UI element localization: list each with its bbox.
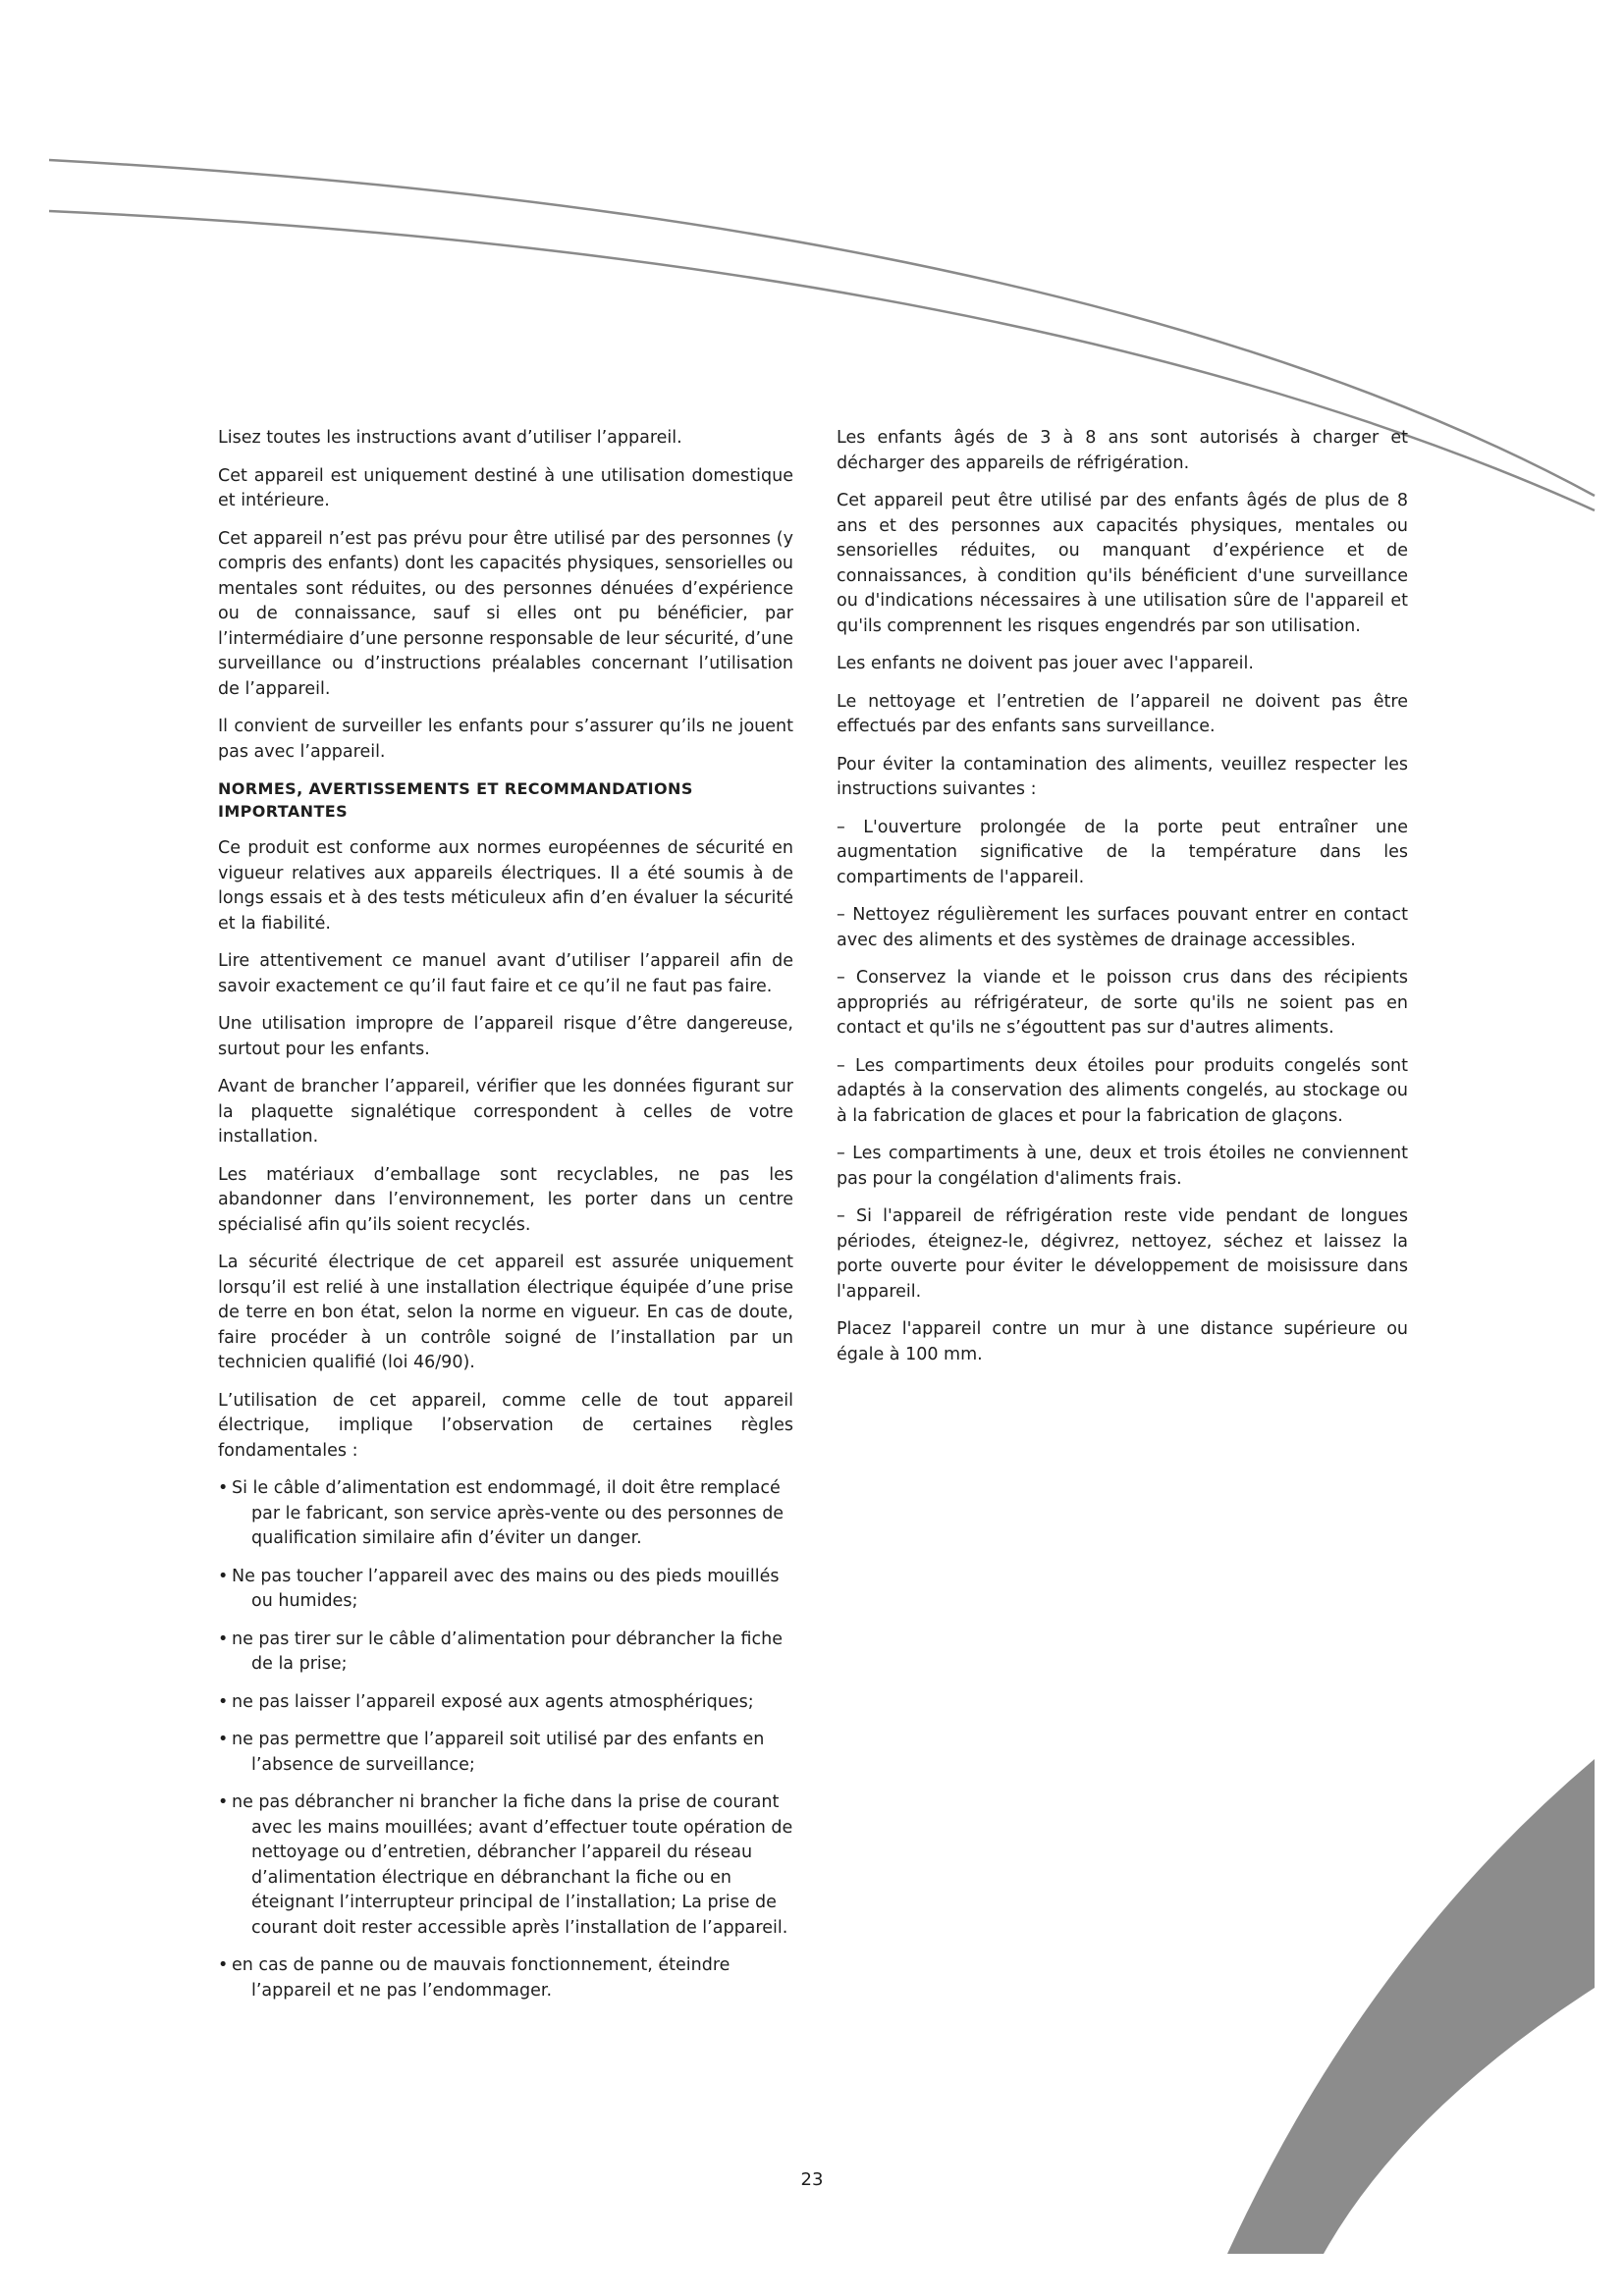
list-item-text: ne pas tirer sur le câble d’alimentation pour débrancher la fiche de la prise;: [232, 1629, 784, 1674]
bullet-symbol: •: [218, 1691, 229, 1712]
body-paragraph: Les enfants ne doivent pas jouer avec l'appareil.: [837, 654, 1254, 673]
list-item-text: ne pas laisser l’appareil exposé aux agents atmosphériques;: [232, 1691, 754, 1712]
page-number: 23: [800, 2169, 824, 2190]
intro-paragraph: Cet appareil n’est pas prévu pour être utilisé par des personnes (y compris des enfants) dont les capacités physiques, sensorielles ou mentales sont réduites, ou des personnes dénuées d’expérience ou de connaissance, sauf si elles ont pu bénéficier, par l’intermédiaire d’une personne responsable de leur sécurité, d’une surveillance ou d’instructions préalables concernant l’utilisation de l’appareil.: [218, 528, 793, 699]
body-paragraph: – Nettoyez régulièrement les surfaces pouvant entrer en contact avec des aliments et des systèmes de drainage accessibles.: [837, 905, 1408, 950]
body-paragraph: – Si l'appareil de réfrigération reste vide pendant de longues périodes, éteignez-le, dégivrez, nettoyez, séchez et laissez la porte ouverte pour éviter le développement de moisissure dans l'appareil.: [837, 1206, 1408, 1302]
list-item: [218, 1790, 793, 1941]
bullet-symbol: •: [218, 1566, 229, 1586]
list-item: [218, 1565, 793, 1615]
intro-paragraph: Cet appareil est uniquement destiné à une utilisation domestique et intérieure.: [218, 465, 793, 510]
list-item-text: ne pas permettre que l’appareil soit utilisé par des enfants en l’absence de surveillance;: [232, 1730, 765, 1775]
body-paragraph: Les matériaux d’emballage sont recyclables, ne pas les abandonner dans l’environnement, les porter dans un centre spécialisé afin qu’ils soient recyclés.: [218, 1164, 793, 1235]
body-paragraph: Les enfants âgés de 3 à 8 ans sont autorisés à charger et décharger des appareils de réfrigération.: [837, 428, 1408, 473]
list-item: [218, 1953, 793, 2003]
body-paragraph: La sécurité électrique de cet appareil est assurée uniquement lorsqu’il est relié à une installation électrique équipée d’une prise de terre en bon état, selon la norme en vigueur. En cas de doute, faire procéder à un contrôle soigné de l’installation par un technicien qualifié (loi 46/90).: [218, 1253, 793, 1372]
body-paragraph: Placez l'appareil contre un mur à une distance supérieure ou égale à 100 mm.: [837, 1319, 1408, 1364]
body-paragraph: Cet appareil peut être utilisé par des enfants âgés de plus de 8 ans et des personnes aux capacités physiques, mentales ou sensorielles réduites, ou manquant d’expérience et de connaissances, à condition qu'ils bénéficient d'une surveillance ou d'indications nécessaires à une utilisation sûre de l'appareil et qu'ils comprennent les risques engendrés par son utilisation.: [837, 491, 1408, 636]
body-paragraph: Une utilisation impropre de l’appareil risque d’être dangereuse, surtout pour les enfants.: [218, 1014, 793, 1059]
bullet-symbol: •: [218, 1730, 229, 1749]
body-paragraph: Pour éviter la contamination des aliments, veuillez respecter les instructions suivantes :: [837, 754, 1408, 799]
list-item-text: ne pas débrancher ni brancher la fiche dans la prise de courant avec les mains mouillées; avant d’effectuer toute opération de nettoyage ou d’entretien, débrancher l’appareil du réseau d’alimentation électrique en débranchant la fiche ou en éteignant l’interrupteur principal de l’installation; La prise de courant doit rester accessible après l’installation de l’appareil.: [232, 1792, 793, 1938]
body-paragraph: – Les compartiments deux étoiles pour produits congelés sont adaptés à la conservation des aliments congelés, au stockage ou à la fabrication de glaces et pour la fabrication de glaçons.: [837, 1055, 1408, 1126]
intro-paragraph: Lisez toutes les instructions avant d’utiliser l’appareil.: [218, 428, 682, 448]
body-paragraph: Le nettoyage et l’entretien de l’appareil ne doivent pas être effectués par des enfants sans surveillance.: [837, 691, 1408, 736]
right-column: [837, 426, 1408, 1380]
bullet-symbol: •: [218, 1792, 229, 1812]
list-item: [218, 1628, 793, 1678]
body-paragraph: – L'ouverture prolongée de la porte peut entraîner une augmentation significative de la température dans les compartiments de l'appareil.: [837, 817, 1408, 887]
body-paragraph: Lire attentivement ce manuel avant d’utiliser l’appareil afin de savoir exactement ce qu’il faut faire et ce qu’il ne faut pas faire.: [218, 951, 793, 996]
body-paragraph: Avant de brancher l’appareil, vérifier que les données figurant sur la plaquette signalétique correspondent à celles de votre installation.: [218, 1077, 793, 1147]
bullet-symbol: •: [218, 1955, 229, 1975]
list-item-text: Ne pas toucher l’appareil avec des mains ou des pieds mouillés ou humides;: [232, 1566, 780, 1611]
list-item-text: Si le câble d’alimentation est endommagé, il doit être remplacé par le fabricant, son service après-vente ou des personnes de qualification similaire afin d’éviter un danger.: [232, 1478, 785, 1548]
list-item: [218, 1690, 793, 1716]
body-paragraph: – Conservez la viande et le poisson crus dans des récipients appropriés au réfrigérateur, de sorte qu'ils ne soient pas en contact et qu'ils ne s’égouttent pas sur d'autres aliments.: [837, 968, 1408, 1038]
bullet-symbol: •: [218, 1629, 229, 1649]
body-paragraph: Ce produit est conforme aux normes européennes de sécurité en vigueur relatives aux appareils électriques. Il a été soumis à de longs essais et à des tests méticuleux afin d’en évaluer la sécurité et la fiabilité.: [218, 838, 793, 934]
list-item-text: en cas de panne ou de mauvais fonctionnement, éteindre l’appareil et ne pas l’endommager.: [232, 1955, 731, 2001]
list-item: [218, 1476, 793, 1552]
rules-list: [218, 1476, 793, 2003]
section-heading: NORMES, AVERTISSEMENTS ET RECOMMANDATIONS IMPORTANTES: [218, 779, 693, 821]
bullet-symbol: •: [218, 1478, 229, 1498]
left-column: [218, 426, 793, 2016]
body-paragraph: L’utilisation de cet appareil, comme celle de tout appareil électrique, implique l’observation de certaines règles fondamentales :: [218, 1390, 793, 1461]
list-item: [218, 1728, 793, 1778]
body-paragraph: – Les compartiments à une, deux et trois étoiles ne conviennent pas pour la congélation d'aliments frais.: [837, 1144, 1408, 1189]
intro-paragraph: Il convient de surveiller les enfants pour s’assurer qu’ils ne jouent pas avec l’appareil.: [218, 717, 793, 762]
